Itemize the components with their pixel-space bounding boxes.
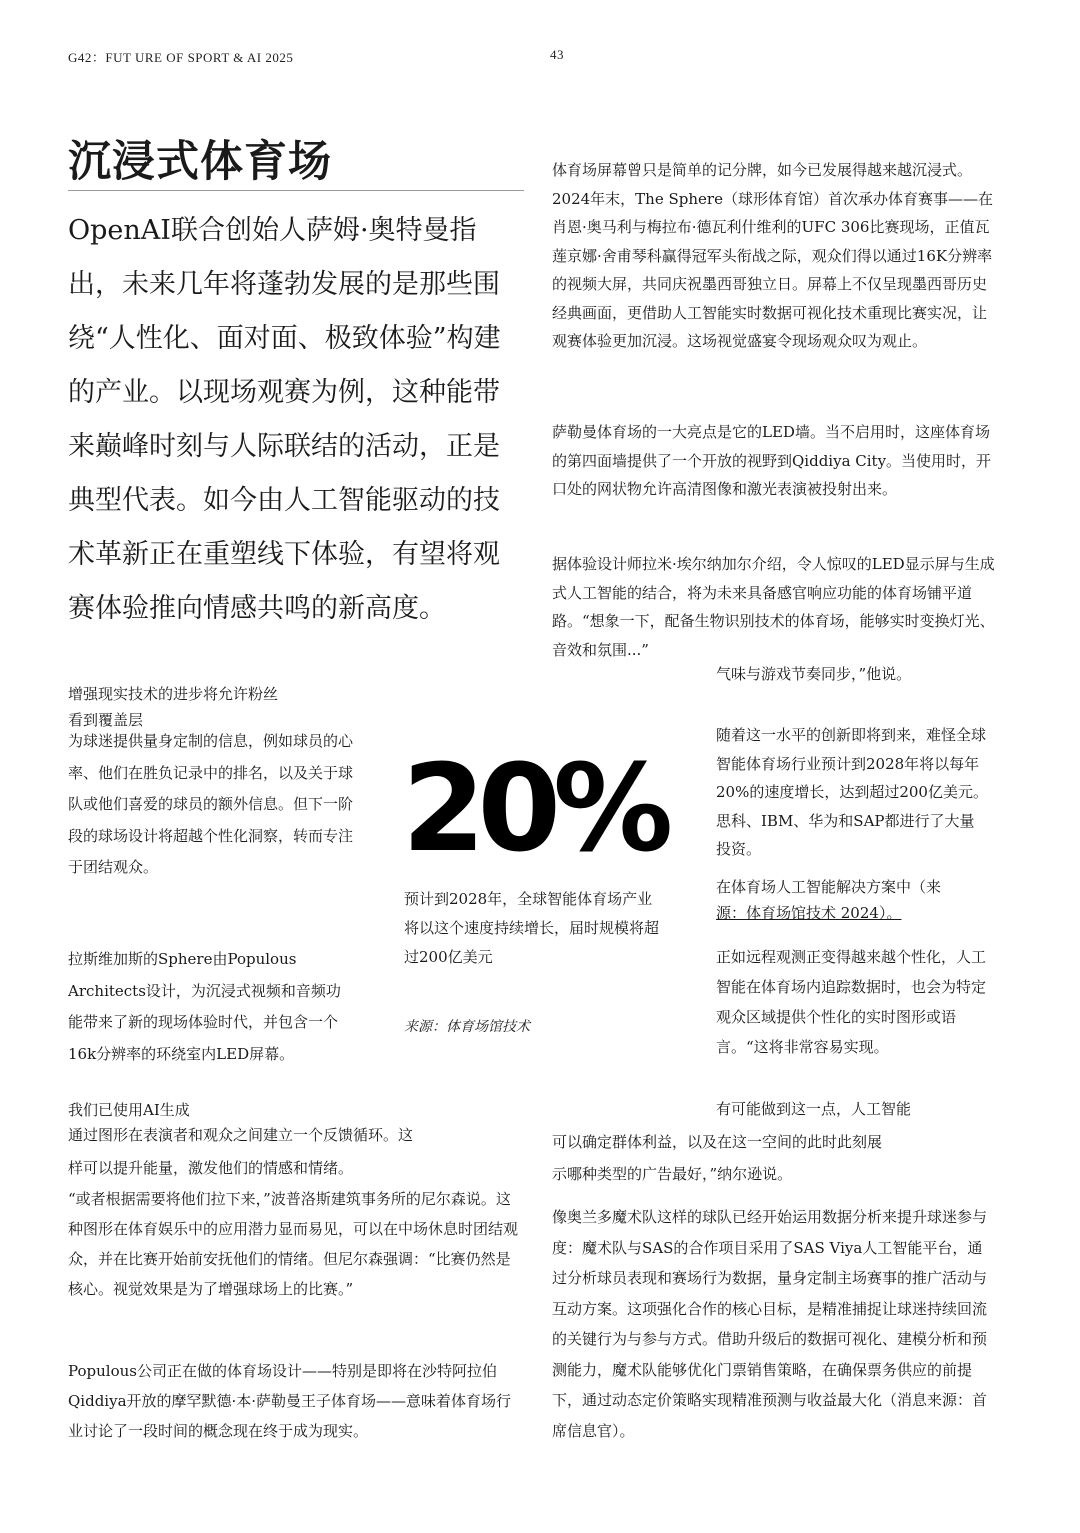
orlando-magic-paragraph: 像奥兰多魔术队这样的球队已经开始运用数据分析来提升球迷参与度：魔术队与SAS的合作项目采用了SAS Viya人工智能平台，通过分析球员表现和赛场行为数据，量身定制主场赛事的推广活动与互动方案。这项强化合作的核心目标，是精准捕捉让球迷持续回流的关键行为与参与方式。借助升级后的数据可视化、建模分析和预测能力，魔术队能够优化门票销售策略，在确保票务供应的前提下，通过动态定价策略实现精准预测与收益最大化（消息来源：首席信息官）。 [552, 1208, 988, 1440]
ar-heading-line2: 看到覆盖层 [68, 711, 144, 729]
remote-continued-line: 有可能做到这一点，人工智能 [716, 1100, 912, 1118]
stat-source: 来源：体育场馆技术 [404, 1019, 530, 1035]
designer-paragraph: 据体验设计师拉米·埃尔纳加尔介绍，令人惊叹的LED显示屏与生成式人工智能的结合，将为未来具备感官响应功能的体育场铺平道路。“想象一下，配备生物识别技术的体育场，能够实时变换灯光、音效和氛围...” [552, 555, 995, 659]
nelson-line1: 可以确定群体利益，以及在这一空间的此时此刻展 [552, 1133, 883, 1151]
running-header: G42：FUT URE OF SPORT & AI 2025 [68, 50, 294, 65]
led-wall-paragraph: 萨勒曼体育场的一大亮点是它的LED墙。当不启用时，这座体育场的第四面墙提供了一个开放的视野到Qiddiya City。当使用时，开口处的网状物允许高清图像和激光表演被投射出来。 [552, 423, 992, 498]
ar-heading-line1: 增强现实技术的进步将允许粉丝 [68, 685, 279, 703]
stat-value: 20% [402, 740, 666, 879]
populous-paragraph: Populous公司正在做的体育场设计——特别是即将在沙特阿拉伯Qiddiya开放的摩罕默德·本·萨勒曼王子体育场——意味着体育场行业讨论了一段时间的概念现在终于成为现实。 [68, 1362, 512, 1440]
title-divider [68, 190, 524, 191]
nelson-line2: 示哪种类型的广告最好，”纳尔逊说。 [552, 1165, 793, 1183]
feedback-line1: 通过图形在表演者和观众之间建立一个反馈循环。这 [68, 1126, 414, 1144]
fan-info-paragraph: 为球迷提供量身定制的信息，例如球员的心率、他们在胜负记录中的排名，以及关于球队或他们喜爱的球员的额外信息。但下一阶段的球场设计将超越个性化洞察，转而专注于团结观众。 [68, 732, 354, 876]
feedback-line2: 样可以提升能量，激发他们的情感和情绪。 [68, 1159, 354, 1177]
market-source-line2: 源：体育场馆技术 2024）。 [716, 904, 902, 922]
stat-caption: 预计到2028年，全球智能体育场产业将以这个速度持续增长，届时规模将超过200亿美元 [404, 890, 660, 966]
page-number: 43 [550, 47, 564, 62]
sphere-screen-paragraph: 体育场屏幕曾只是简单的记分牌，如今已发展得越来越沉浸式。2024年末，The Sphere（球形体育馆）首次承办体育赛事——在肖恩·奥马利与梅拉布·德瓦利什维利的UFC 306比赛现场，正值瓦莲京娜·舍甫琴科赢得冠军头衔战之际，观众们得以通过16K分辨率的视频大屏，共同庆祝墨西哥独立日。屏幕上不仅呈现墨西哥历史经典画面，更借助人工智能实时数据可视化技术重现比赛实况，让观赛体验更加沉浸。这场视觉盛宴令现场观众叹为观止。 [552, 161, 993, 350]
market-source-line1: 在体育场人工智能解决方案中（来 [716, 878, 942, 896]
sphere-paragraph: 拉斯维加斯的Sphere由Populous Architects设计，为沉浸式视频和音频功能带来了新的现场体验时代，并包含一个16k分辨率的环绕室内LED屏幕。 [68, 950, 341, 1063]
remote-paragraph: 正如远程观测正变得越来越个性化，人工智能在体育场内追踪数据时，也会为特定观众区域提供个性化的实时图形或语言。“这将非常容易实现。 [716, 948, 987, 1056]
lead-paragraph: OpenAI联合创始人萨姆·奥特曼指出，未来几年将蓬勃发展的是那些围绕“人性化、面对面、极致体验”构建的产业。以现场观赛为例，这种能带来巅峰时刻与人际联结的活动，正是典型代表。如今由人工智能驱动的技术革新正在重塑线下体验，有望将观赛体验推向情感共鸣的新高度。 [68, 215, 501, 624]
article-title: 沉浸式体育场 [68, 137, 332, 187]
nelson-quote-paragraph: “或者根据需要将他们拉下来，”波普洛斯建筑事务所的尼尔森说。这种图形在体育娱乐中的应用潜力显而易见，可以在中场休息时团结观众，并在比赛开始前安抚他们的情绪。但尼尔森强调：“比赛仍然是核心。视觉效果是为了增强球场上的比赛。” [68, 1190, 519, 1298]
ai-generated-line: 我们已使用AI生成 [68, 1101, 190, 1119]
quote-end-paragraph: 气味与游戏节奏同步，”他说。 [716, 665, 912, 683]
market-paragraph: 随着这一水平的创新即将到来，难怪全球智能体育场行业预计到2028年将以每年20%的速度增长，达到超过200亿美元。思科、IBM、华为和SAP都进行了大量投资。 [716, 726, 988, 858]
